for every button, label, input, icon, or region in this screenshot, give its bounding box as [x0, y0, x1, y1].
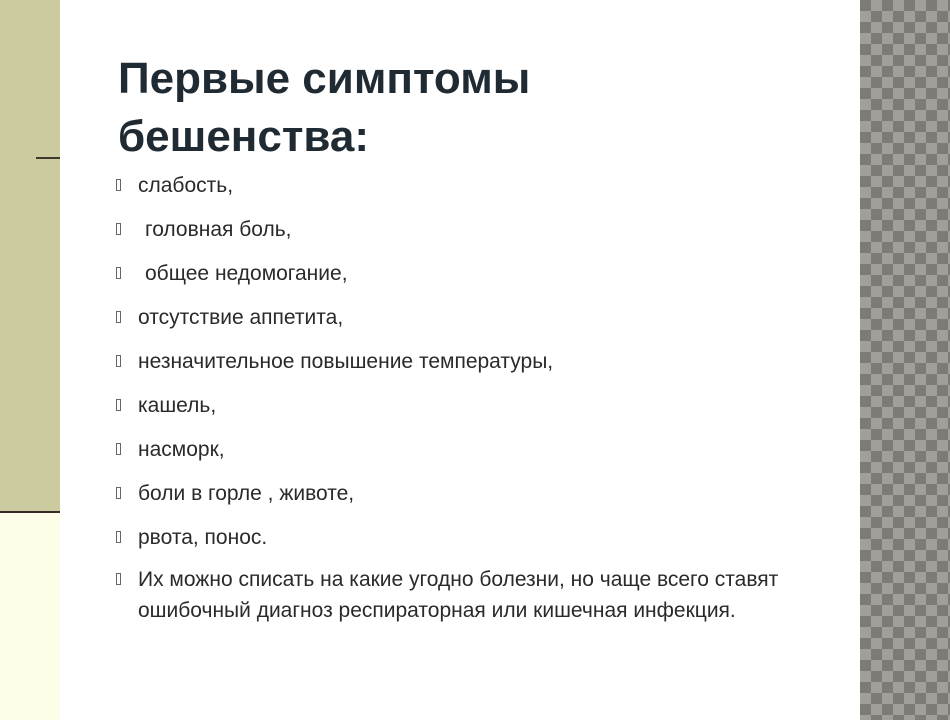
- bullet-marker-icon: [116, 311, 121, 323]
- slide-title: [118, 50, 818, 166]
- list-item-text: слабость,: [138, 174, 234, 197]
- slide-title-line-1: Первые симптомы: [118, 54, 531, 103]
- list-item-text: рвота, понос.: [138, 526, 268, 549]
- left-decorative-panel-lower: [0, 513, 60, 720]
- slide-title-line-2: бешенства:: [118, 112, 369, 161]
- bullet-marker-icon: [116, 355, 121, 367]
- bullet-marker-icon: [116, 487, 121, 499]
- list-item: [116, 481, 816, 507]
- list-item-text: кашель,: [138, 394, 217, 417]
- left-accent-line: [36, 157, 62, 159]
- bullet-marker-icon: [116, 223, 121, 235]
- list-item: [116, 437, 816, 463]
- right-decorative-pattern: [860, 0, 950, 720]
- list-item: [116, 173, 816, 199]
- list-item-text: незначительное повышение температуры,: [138, 350, 554, 373]
- list-item: [116, 305, 816, 331]
- list-item-text: общее недомогание,: [145, 262, 348, 285]
- symptom-list: [116, 173, 816, 644]
- bullet-marker-icon: [116, 179, 121, 191]
- list-item: [116, 349, 816, 375]
- bullet-marker-icon: [116, 443, 121, 455]
- bullet-marker-icon: [116, 531, 121, 543]
- list-item-text: головная боль,: [145, 218, 292, 241]
- bullet-marker-icon: [116, 573, 121, 585]
- list-item: [116, 393, 816, 419]
- list-item-text: боли в горле , животе,: [138, 482, 355, 505]
- list-item: [116, 217, 816, 243]
- list-item-text: насморк,: [138, 438, 225, 461]
- list-item: [116, 525, 816, 551]
- bullet-marker-icon: [116, 267, 121, 279]
- list-item-text: Их можно списать на какие угодно болезни, но чаще всего ставят ошибочный диагноз респираторная или кишечная инфекция.: [138, 568, 779, 622]
- list-item-text: отсутствие аппетита,: [138, 306, 344, 329]
- bullet-marker-icon: [116, 399, 121, 411]
- list-item: [116, 261, 816, 287]
- list-item: [116, 564, 816, 626]
- left-decorative-panel: [0, 0, 60, 513]
